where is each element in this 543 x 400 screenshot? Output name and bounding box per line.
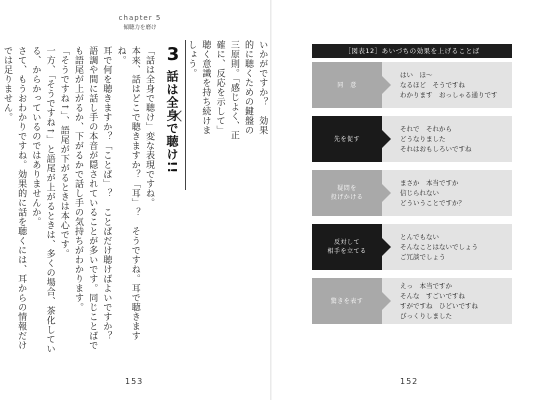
row-label: 先を促す <box>312 116 382 162</box>
row-phrases <box>400 278 478 324</box>
page-number-right: 152 <box>400 377 419 386</box>
phrase: それはおもしろいですね <box>400 145 472 153</box>
body-paragraph: 語調や間に話し手の本音が隠されていることが多いです。同じことばでも語尾が上がるか、下がるかで話し手の気持ちがわかります。 <box>72 46 98 350</box>
body-paragraph: 一方、「そうですね↑」と語尾が上がるときは、多くの場合、茶化している、からかっているのではありませんか。 <box>30 46 55 354</box>
phrase: わかります おっしゃる通りです <box>400 91 498 99</box>
figure-table <box>312 62 512 332</box>
phrase: なるほど そうですね <box>400 81 465 89</box>
section-heading <box>160 40 188 190</box>
figure-row <box>312 278 512 324</box>
chapter-label: chapter 5 <box>118 14 162 22</box>
row-phrases <box>400 170 465 216</box>
book-gutter <box>270 0 272 400</box>
figure-row <box>312 170 512 216</box>
row-arrow-icon <box>382 238 391 256</box>
phrase: すがですね ひどいですね <box>400 302 478 310</box>
row-label: 反対して 相手を立てる <box>312 224 382 270</box>
phrase: とんでもない <box>400 233 439 241</box>
body-paragraph: 本来、話はどこで聴きますか？「耳」？ そうですね。耳で聴きますね。 <box>115 46 140 341</box>
figure-row <box>312 116 512 162</box>
phrase: はい ほ〜 <box>400 71 433 79</box>
phrase: それで それから <box>400 125 452 133</box>
page-header <box>90 14 190 31</box>
figure-row <box>312 62 512 108</box>
phrase: そんなことはないでしょう <box>400 243 478 251</box>
row-phrases <box>400 224 478 270</box>
page-number-left: 153 <box>125 377 144 386</box>
phrase: そんな すごいですね <box>400 292 465 300</box>
phrase: えっ 本当ですか <box>400 282 452 290</box>
row-label: 疑問を 投げかける <box>312 170 382 216</box>
phrase: 信じられない <box>400 189 439 197</box>
row-phrases <box>400 116 472 162</box>
body-paragraph: 「そうですね↑」、語尾が下がるときは本心です。 <box>58 46 69 259</box>
phrase: びっくりしました <box>400 312 452 320</box>
top-paragraph: いかがですか？ 効果的に聴くための鍵盤の三原則。「感じよく、正確に、反応を示して」聴く意識を持ち続けましょう。 <box>186 40 268 140</box>
row-arrow-icon <box>382 184 391 202</box>
row-phrases <box>400 62 498 108</box>
phrase: どういうことですか？ <box>400 199 465 207</box>
body-text <box>1 46 156 356</box>
figure-title: ［図表12］あいづちの効果を上げることば <box>312 44 512 58</box>
section-title: 話は全身で聴け!! <box>165 70 179 174</box>
figure-row <box>312 224 512 270</box>
body-paragraph: 耳で何を聴きますか？「ことば」？ ことばだけ聴けばよいですか？ <box>101 46 112 341</box>
phrase: ご冗談でしょう <box>400 253 446 261</box>
running-title: 傾聴力を磨け <box>123 25 157 31</box>
body-paragraph: 「話は全身で聴け」変な表現ですね。 <box>144 46 154 208</box>
section-number: 3 <box>166 44 180 65</box>
row-arrow-icon <box>382 130 391 148</box>
phrase: どうなりました <box>400 135 446 143</box>
row-label: 同 意 <box>312 62 382 108</box>
phrase: まさか 本当ですか <box>400 179 459 187</box>
row-label: 驚きを表す <box>312 278 382 324</box>
row-arrow-icon <box>382 292 391 310</box>
row-arrow-icon <box>382 76 391 94</box>
body-paragraph: さて、もうおわかりですね。効果的に話を聴くには、耳からの情報だけでは足りません。 <box>1 46 27 350</box>
